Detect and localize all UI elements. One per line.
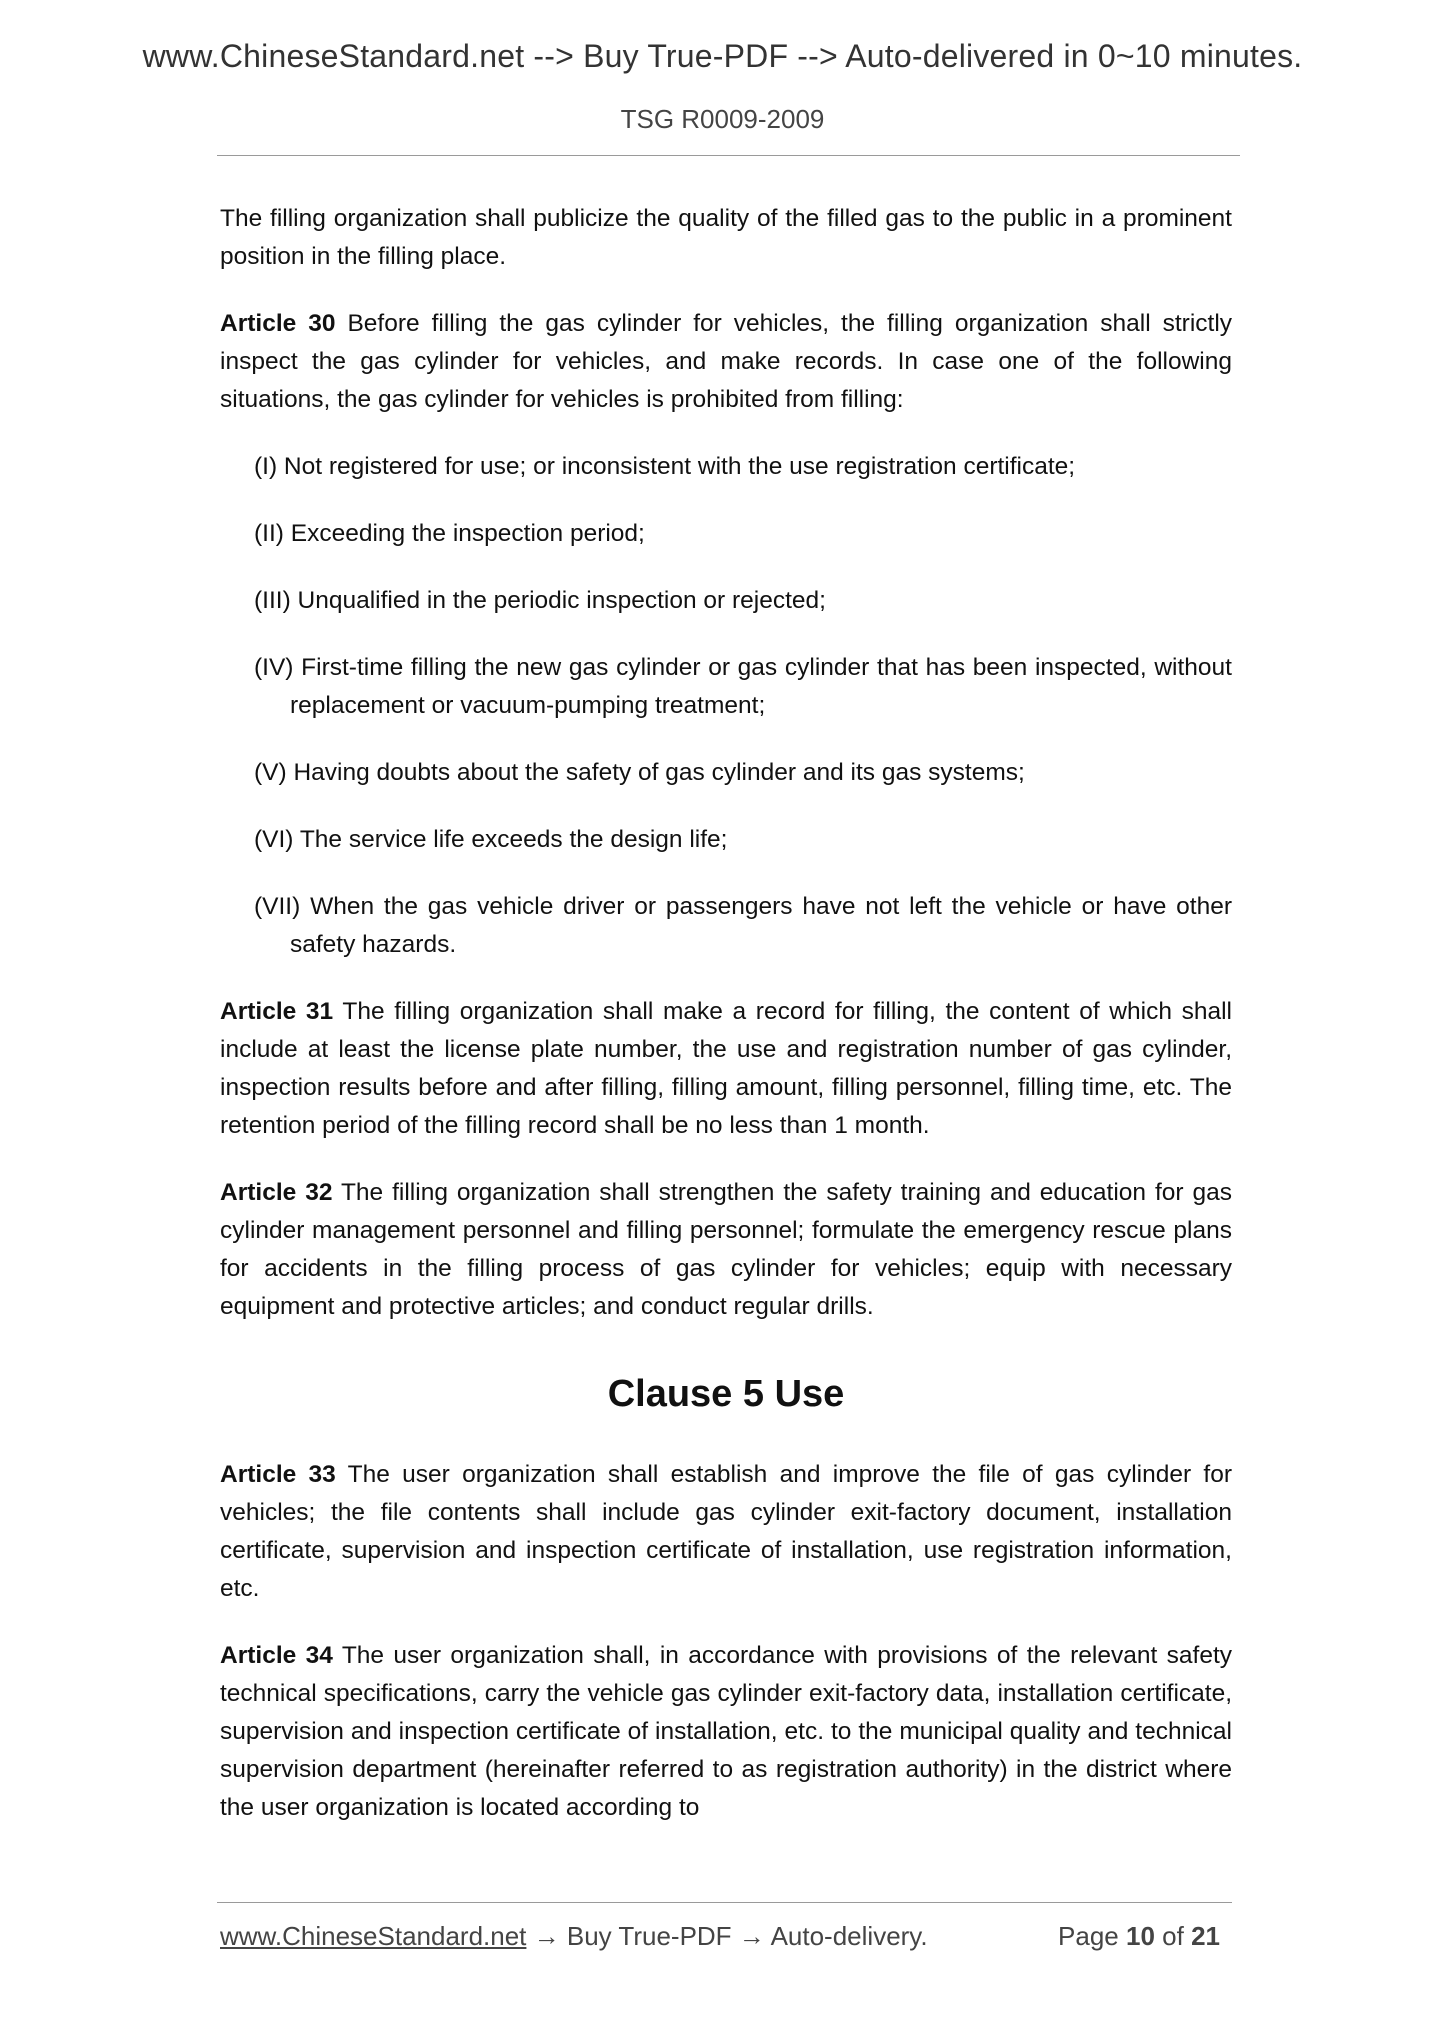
- intro-paragraph: The filling organization shall publicize the quality of the filled gas to the public in a prominent position in the filling place.: [220, 205, 1232, 270]
- list-item: (V) Having doubts about the safety of gas cylinder and its gas systems;: [254, 759, 1025, 786]
- list-item: (III) Unqualified in the periodic inspection or rejected;: [254, 587, 826, 614]
- footer-divider: [217, 1902, 1232, 1903]
- page-word: Page: [1058, 1921, 1119, 1951]
- article-30-text: Before filling the gas cylinder for vehicles, the filling organization shall strictly inspect the gas cylinder for vehicles, and make records. In case one of the following situations, the gas cylinder for vehicles is prohibited from filling:: [220, 310, 1233, 413]
- list-item: (IV) First-time filling the new gas cylinder or gas cylinder that has been inspected, without replacement or vacuum-pumping treatment;: [254, 654, 1232, 719]
- clause-heading: Clause 5 Use: [607, 1373, 845, 1415]
- standard-code: TSG R0009-2009: [620, 104, 825, 134]
- article-33-text: The user organization shall establish and improve the file of gas cylinder for vehicles; the file contents shall include gas cylinder exit-factory document, installation certificate, supervision and inspection certificate of installation, use registration information, etc.: [220, 1461, 1233, 1602]
- page-number: 10: [1126, 1921, 1155, 1951]
- article-33-label: Article 33: [220, 1461, 336, 1488]
- list-item: (II) Exceeding the inspection period;: [254, 520, 645, 547]
- article-31: [220, 993, 1232, 1145]
- page-indicator: [1058, 1921, 1220, 1952]
- article-30: [220, 305, 1232, 419]
- article-31-label: Article 31: [220, 998, 334, 1025]
- list-item: (I) Not registered for use; or inconsistent with the use registration certificate;: [254, 453, 1076, 480]
- article-32: [220, 1174, 1232, 1326]
- of-word: of: [1162, 1921, 1184, 1951]
- document-body: [220, 200, 1232, 1856]
- footer-link-suffix: → Buy True-PDF → Auto-delivery.: [526, 1921, 928, 1951]
- article-32-label: Article 32: [220, 1179, 333, 1206]
- article-34-text: The user organization shall, in accordance with provisions of the relevant safety technical specifications, carry the vehicle gas cylinder exit-factory data, installation certificate, supervision and inspection certificate of installation, etc. to the municipal quality and technical supervision department (hereinafter referred to as registration authority) in the district where the user organization is located according to: [220, 1642, 1233, 1821]
- footer-link[interactable]: www.ChineseStandard.net: [220, 1921, 527, 1951]
- article-30-label: Article 30: [220, 310, 336, 337]
- article-34-label: Article 34: [220, 1642, 333, 1669]
- article-31-text: The filling organization shall make a record for filling, the content of which shall include at least the license plate number, the use and registration number of gas cylinder, inspection results before and after filling, filling amount, filling personnel, filling time, etc. The retention period of the filling record shall be no less than 1 month.: [220, 998, 1232, 1139]
- total-pages: 21: [1191, 1921, 1220, 1951]
- header-divider: [217, 155, 1240, 156]
- list-item: (VI) The service life exceeds the design life;: [254, 826, 728, 853]
- article-32-text: The filling organization shall strengthen the safety training and education for gas cylinder management personnel and filling personnel; formulate the emergency rescue plans for accidents in the filling process of gas cylinder for vehicles; equip with necessary equipment and protective articles; and conduct regular drills.: [220, 1179, 1232, 1320]
- banner-link[interactable]: www.ChineseStandard.net --> Buy True-PDF --> Auto-delivered in 0~10 minutes.: [142, 38, 1303, 74]
- footer: [220, 1921, 1232, 1952]
- article-34: [220, 1637, 1232, 1827]
- list-item: (VII) When the gas vehicle driver or passengers have not left the vehicle or have other safety hazards.: [254, 893, 1232, 958]
- article-33: [220, 1456, 1232, 1608]
